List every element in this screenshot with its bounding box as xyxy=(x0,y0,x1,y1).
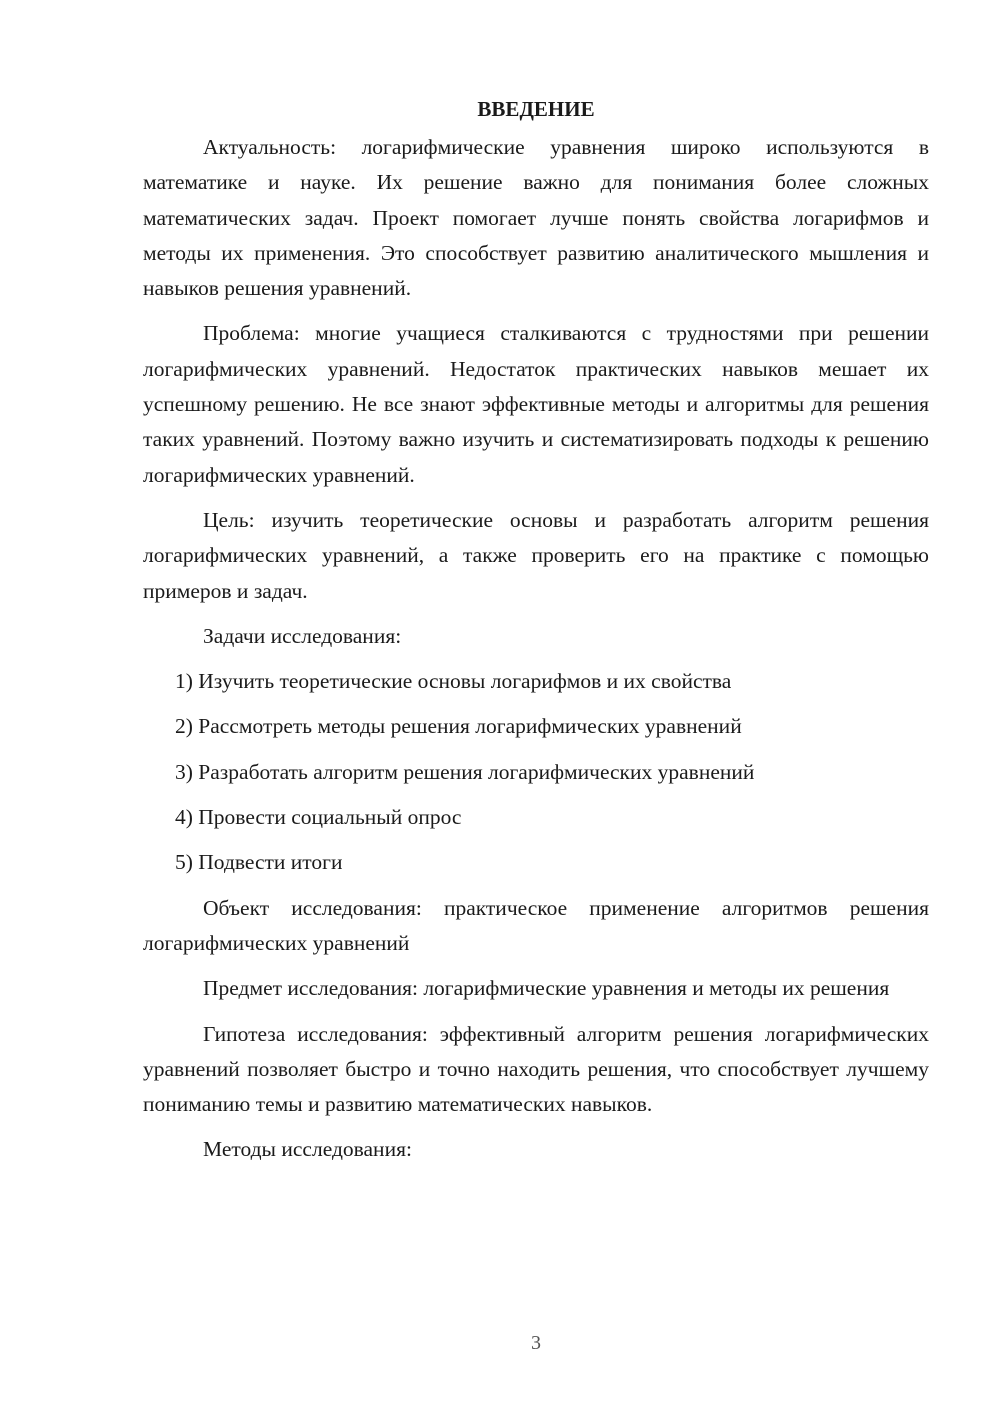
object-paragraph: Объект исследования: практическое применение алгоритмов решения логарифмических уравнений xyxy=(143,895,929,955)
tasks-list xyxy=(143,664,929,880)
page-number: 3 xyxy=(531,1332,541,1354)
task-item: 3) Разработать алгоритм решения логарифмических уравнений xyxy=(175,759,755,784)
tasks-label: Задачи исследования: xyxy=(203,623,402,648)
goal-paragraph: Цель: изучить теоретические основы и разработать алгоритм решения логарифмических уравнений, а также проверить его на практике с помощью примеров и задач. xyxy=(143,507,929,603)
document-page xyxy=(143,92,929,1178)
problem-paragraph: Проблема: многие учащиеся сталкиваются с трудностями при решении логарифмических уравнений. Недостаток практических навыков мешает их успешному решению. Не все знают эффективные методы и алгоритмы для решения таких уравнений. Поэтому важно изучить и систематизировать подходы к решению логарифмических уравнений. xyxy=(143,321,929,487)
hypothesis-paragraph: Гипотеза исследования: эффективный алгоритм решения логарифмических уравнений позволяет быстро и точно находить решения, что способствует лучшему пониманию темы и развитию математических навыков. xyxy=(143,1021,929,1117)
subject-paragraph: Предмет исследования: логарифмические уравнения и методы их решения xyxy=(203,976,890,1001)
task-item: 5) Подвести итоги xyxy=(175,850,343,875)
relevance-paragraph: Актуальность: логарифмические уравнения широко используются в математике и науке. Их решение важно для понимания более сложных математических задач. Проект помогает лучше понять свойства логарифмов и методы их применения. Это способствует развитию аналитического мышления и навыков решения уравнений. xyxy=(143,135,929,301)
methods-label: Методы исследования: xyxy=(203,1137,412,1162)
section-title: ВВЕДЕНИЕ xyxy=(477,97,595,121)
task-item: 4) Провести социальный опрос xyxy=(175,805,462,830)
task-item: 1) Изучить теоретические основы логарифмов и их свойства xyxy=(175,669,732,694)
task-item: 2) Рассмотреть методы решения логарифмических уравнений xyxy=(175,714,742,739)
